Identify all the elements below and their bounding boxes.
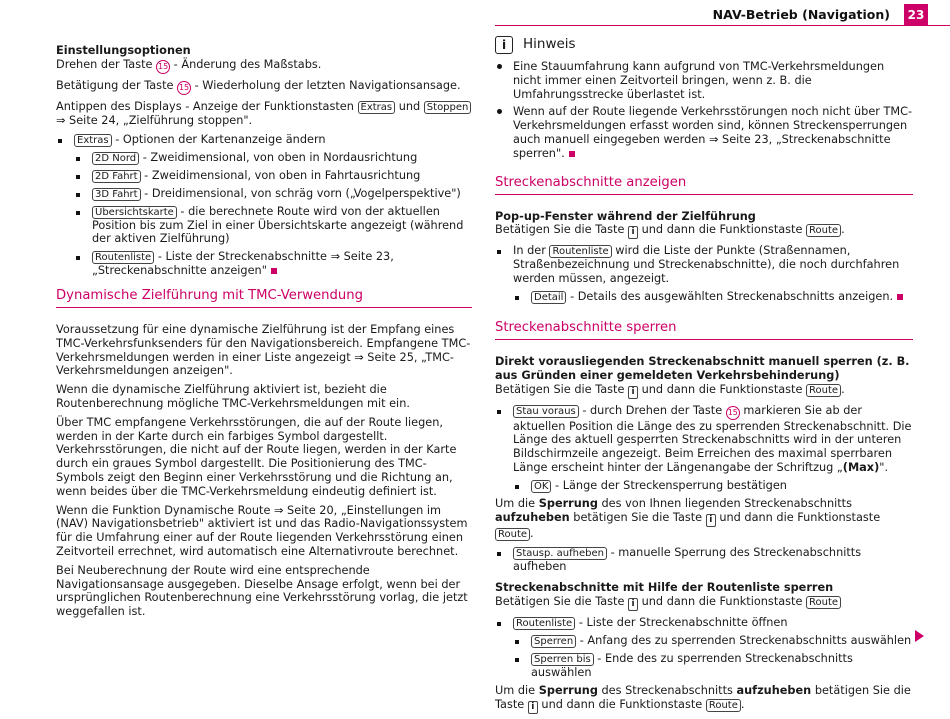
list-block-title: Streckenabschnitte mit Hilfe der Routenliste sperren xyxy=(495,581,834,595)
knob-15-icon: 15 xyxy=(156,60,170,74)
list-item: 3D Fahrt - Dreidimensional, von schräg vorn („Vogelperspektive") xyxy=(56,187,472,201)
para-press: Betätigung der Taste 15 - Wiederholung der letzten Navigationsansage. xyxy=(56,79,472,95)
next-page-arrow-icon xyxy=(915,630,924,642)
info-button-icon: i xyxy=(528,701,538,714)
info-button-icon: i xyxy=(628,386,638,399)
list-item: Routenliste - Liste der Streckenabschnitte öffnen xyxy=(495,616,913,630)
key-uebersichtskarte: Übersichtskarte xyxy=(92,206,177,219)
left-column xyxy=(56,44,472,624)
knob-15-icon: 15 xyxy=(177,81,191,95)
info-button-icon: i xyxy=(628,598,638,611)
right-column xyxy=(495,36,913,719)
list-item: Detail - Details des ausgewählten Streckenabschnitts anzeigen. xyxy=(495,290,913,304)
para-route: Betätigen Sie die Taste i und dann die Funktionstaste Route xyxy=(495,595,913,611)
info-button-icon: i xyxy=(706,514,716,527)
end-mark-icon xyxy=(897,294,903,300)
para-tmc-5: Bei Neuberechnung der Route wird eine entsprechende Navigationsansage ausgegeben. Dieselbe Ansage erfolgt, wenn bei der ursprünglichen Routenberechnung eine Verkehrsstörung vorlag, die jetzt weggefallen ist. xyxy=(56,563,468,619)
para-route: Betätigen Sie die Taste i und dann die Funktionstaste Route . xyxy=(495,382,845,397)
para-tmc-4: Wenn die Funktion Dynamische Route ⇒ Seite 20, „Einstellungen im (NAV) Navigationsbetrieb" aktiviert ist und das Radio-Navigationssystem für die Umfahrung einer auf der Route liegenden Verkehrsstörung einen Zeitvorteil errechnet, wird automatisch eine Alternativroute berechnet. xyxy=(56,503,468,558)
list-item: Stau voraus - durch Drehen der Taste 15 markieren Sie ab der aktuellen Position die Länge des zu sperrenden Streckenabschnitt. Die Länge des aktuell gesperrten Streckenabschnitts wird in der unteren Bildschirmzeile angezeigt. Beim Erreichen des maximal sperrbaren Länge erscheint hinter der Längenangabe der Schriftzug „(Max)". xyxy=(495,404,913,475)
list-item: 2D Nord - Zweidimensional, von oben in Nordausrichtung xyxy=(56,151,472,165)
block-title: Direkt vorausliegenden Streckenabschnitt manuell sperren (z. B. aus Gründen einer gemeldeten Verkehrsbehinderung) xyxy=(495,354,910,382)
key-3d-fahrt: 3D Fahrt xyxy=(92,188,141,201)
info-button-icon: i xyxy=(628,226,638,239)
para-tmc-1: Voraussetzung für eine dynamische Zielführung ist der Empfang eines TMC-Verkehrsfunksenders für den Navigationsbereich. Empfangene TMC-Verkehrsmeldungen werden in einer Liste angezeigt ⇒ Seite 25, „TMC-Verkehrsmeldungen anzeigen". xyxy=(56,322,471,378)
list-item: OK - Länge der Streckensperrung bestätigen xyxy=(495,479,913,493)
note-item: Eine Stauumfahrung kann aufgrund von TMC-Verkehrsmeldungen nicht immer einen Zeitvorteil bringen, wenn z. B. die Umfahrungsstrecke überlastet ist. xyxy=(495,60,913,101)
settings-title: Einstellungsoptionen xyxy=(56,44,191,57)
list-item: Sperren bis - Ende des zu sperrenden Streckenabschnitts auswählen xyxy=(495,652,913,680)
header-rule xyxy=(495,25,950,26)
key-ok: OK xyxy=(531,480,551,493)
key-stausp-aufheben: Stausp. aufheben xyxy=(513,547,607,560)
page-number: 23 xyxy=(904,4,928,26)
info-icon: i xyxy=(495,36,513,54)
list-item: Routenliste - Liste der Streckenabschnitte ⇒ Seite 23, „Streckenabschnitte anzeigen" xyxy=(56,250,472,278)
key-route: Route xyxy=(706,699,741,712)
para-unblock-2: Um die Sperrung des Streckenabschnitts aufzuheben betätigen Sie die Taste i und dann die Funktionstaste Route . xyxy=(495,683,911,712)
key-routenliste: Routenliste xyxy=(549,245,611,258)
key-route: Route xyxy=(806,596,841,609)
list-item: Sperren - Anfang des zu sperrenden Streckenabschnitts auswählen xyxy=(495,634,913,648)
knob-15-icon: 15 xyxy=(726,406,740,420)
end-mark-icon xyxy=(569,151,575,157)
para-unblock: Um die Sperrung des von Ihnen liegenden Streckenabschnitts aufzuheben betätigen Sie die Taste i und dann die Funktionstaste Route . xyxy=(495,496,881,540)
end-mark-icon xyxy=(271,268,277,274)
note-item: Wenn auf der Route liegende Verkehrsstörungen noch nicht über TMC-Verkehrsmeldungen erfasst worden sind, können Streckensperrungen auch manuell eingegeben werden ⇒ Seite 23, „Streckenabschnitte sperren". xyxy=(495,105,913,160)
key-routenliste: Routenliste xyxy=(92,251,154,264)
section-heading-show: Streckenabschnitte anzeigen xyxy=(495,175,913,195)
key-route: Route xyxy=(806,224,841,237)
key-extras: Extras xyxy=(74,134,112,147)
list-item: Stausp. aufheben - manuelle Sperrung des Streckenabschnitts aufheben xyxy=(495,546,913,574)
list-item: Extras - Optionen der Kartenanzeige ändern xyxy=(56,133,472,147)
list-item: 2D Fahrt - Zweidimensional, von oben in Fahrtausrichtung xyxy=(56,169,472,183)
note-heading: i Hinweis xyxy=(495,36,913,54)
key-sperren: Sperren xyxy=(531,635,576,648)
key-2d-fahrt: 2D Fahrt xyxy=(92,170,141,183)
para-rotate: Drehen der Taste 15 - Änderung des Maßstabs. xyxy=(56,58,472,74)
key-routenliste: Routenliste xyxy=(513,617,575,630)
para-route: Betätigen Sie die Taste i und dann die Funktionstaste Route . xyxy=(495,223,845,238)
list-item: In der Routenliste wird die Liste der Punkte (Straßennamen, Straßenbezeichnung und Streckenabschnitte), die noch durchfahren werden müssen, angezeigt. xyxy=(495,244,913,286)
key-extras: Extras xyxy=(358,101,396,114)
running-header: NAV-Betrieb (Navigation) xyxy=(712,7,890,22)
key-route: Route xyxy=(495,528,530,541)
para-tmc-2: Wenn die dynamische Zielführung aktiviert ist, bezieht die Routenberechnung mögliche TMC-Verkehrsmeldungen mit ein. xyxy=(56,383,410,410)
para-tap: Antippen des Displays - Anzeige der Funktionstasten Extras und Stoppen ⇒ Seite 24, „Zielführung stoppen". xyxy=(56,100,472,128)
list-item: Übersichtskarte - die berechnete Route wird von der aktuellen Position bis zum Ziel in einer Übersichtskarte angezeigt (während der aktiven Zielführung) xyxy=(56,205,472,247)
key-2d-nord: 2D Nord xyxy=(92,152,139,165)
key-route: Route xyxy=(806,384,841,397)
key-stoppen: Stoppen xyxy=(424,101,472,114)
key-detail: Detail xyxy=(531,291,566,304)
para-tmc-3: Über TMC empfangene Verkehrsstörungen, die auf der Route liegen, werden in der Karte durch ein farbiges Symbol dargestellt. Verkehrsstörungen, die nicht auf der Route liegen, werden in der Karte durch ein graues Symbol dargestellt. Die Positionierung des TMC-Symbols zeigt den Beginn einer Verkehrsstörung und die Richtung an, wenn beides über die TMC-Verkehrsmeldung eindeutig definiert ist. xyxy=(56,415,457,498)
section-heading-block: Streckenabschnitte sperren xyxy=(495,320,913,340)
key-stau-voraus: Stau voraus xyxy=(513,405,579,418)
key-sperren-bis: Sperren bis xyxy=(531,653,594,666)
section-heading-tmc: Dynamische Zielführung mit TMC-Verwendung xyxy=(56,288,472,308)
popup-title: Pop-up-Fenster während der Zielführung xyxy=(495,209,756,223)
